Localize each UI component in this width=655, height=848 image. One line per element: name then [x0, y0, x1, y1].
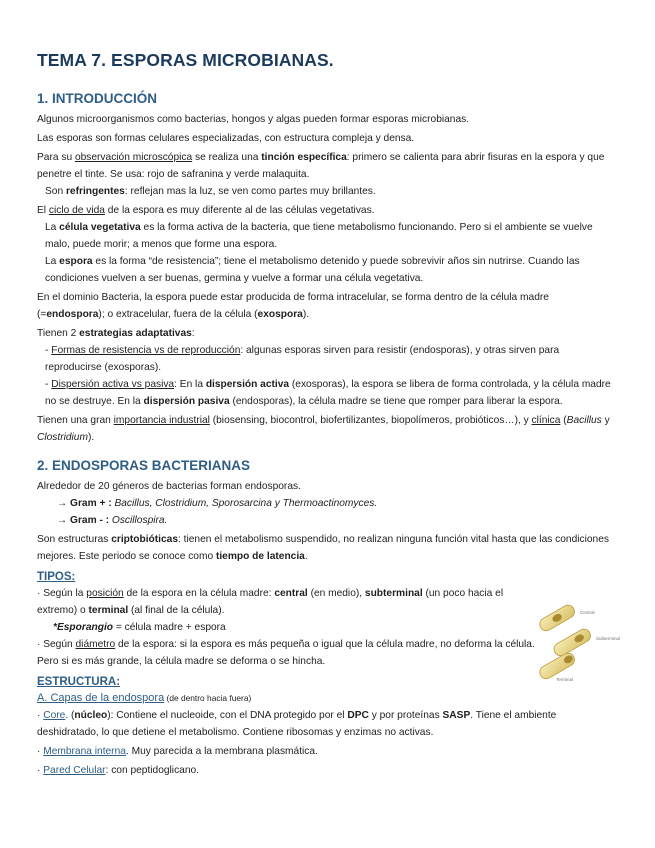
- paragraph: · Según la posición de la espora en la célula madre: central (en medio), subterminal (un poco hacia el extremo) o terminal (al final de la célula).: [37, 588, 504, 616]
- subterminal-cell-icon: [552, 627, 593, 658]
- section-heading-introduccion: 1. INTRODUCCIÓN: [37, 91, 158, 106]
- paragraph: · Core. (núcleo): Contiene el nucleoide, con el DNA protegido por el DPC y por proteínas SASP. Tiene el ambiente deshidratado, lo que detiene el metabolismo. Contiene ribosomas y enzimas no activas.: [37, 710, 557, 738]
- paragraph: Tienen una gran importancia industrial (biosensing, biocontrol, biofertilizantes, biopolímeros, probióticos…), y clínica (Bacillus y Clostridium).: [37, 415, 610, 443]
- paragraph: *Esporangio = célula madre + espora: [53, 622, 226, 633]
- paragraph: · Pared Celular: con peptidoglicano.: [37, 765, 199, 776]
- subsection-heading-tipos: TIPOS:: [37, 571, 76, 583]
- figure-label-subterminal: Subterminal: [596, 636, 620, 641]
- tipos-text-column: [37, 585, 537, 670]
- paragraph: Son estructuras criptobióticas: tienen el metabolismo suspendido, no realizan ninguna función vital hasta que las condiciones mejores. Este periodo se conoce como tiempo de latencia.: [37, 534, 609, 562]
- paragraph: Para su observación microscópica se realiza una tinción específica: primero se calienta para abrir fisuras en la espora y que penetre el tinte. Se usa: rojo de safranina y verde malaquita.: [37, 152, 605, 180]
- paragraph: El ciclo de vida de la espora es muy diferente al de las células vegetativas.: [37, 205, 375, 216]
- list-item: - Dispersión activa vs pasiva: En la dispersión activa (exosporas), la espora se libera de forma controlada, y la célula madre no se destruye. En la dispersión pasiva (endosporas), la célula madre se tiene que romper para liberar la espora.: [45, 379, 611, 407]
- paragraph: Tienen 2 estrategias adaptativas:: [37, 328, 195, 339]
- subsection-heading-estructura: ESTRUCTURA:: [37, 676, 121, 688]
- list-item: - Formas de resistencia vs de reproducción: algunas esporas sirven para resistir (endosporas), y otras sirven para reproducirse (exosporas).: [45, 345, 560, 373]
- paragraph: Son refringentes: reflejan mas la luz, se ven como partes muy brillantes.: [45, 186, 376, 197]
- paragraph: Las esporas son formas celulares especializadas, con estructura compleja y densa.: [37, 133, 415, 144]
- paragraph: Alrededor de 20 géneros de bacterias forman endosporas.: [37, 481, 301, 492]
- figure-label-terminal: Terminal: [556, 677, 574, 682]
- list-item: → Gram + : Bacillus, Clostridium, Sporosarcina y Thermoactinomyces.: [57, 498, 378, 509]
- section-heading-endosporas: 2. ENDOSPORAS BACTERIANAS: [37, 458, 251, 473]
- document-title: TEMA 7. ESPORAS MICROBIANAS.: [37, 50, 334, 70]
- sub-heading: A. Capas de la endospora (de dentro hacia fuera): [37, 692, 252, 704]
- central-cell-icon: [537, 603, 576, 633]
- paragraph: · Según diámetro de la espora: si la espora es más pequeña o igual que la célula madre, no deforma la célula. Pero si es más grande, la célula madre se deforma o se hincha.: [37, 639, 535, 667]
- paragraph: La célula vegetativa es la forma activa de la bacteria, que tiene metabolismo funcionando. Pero si el ambiente se vuelve malo, puede morir; a menos que forme una espora.: [45, 222, 593, 250]
- paragraph: · Membrana interna. Muy parecida a la membrana plasmática.: [37, 746, 318, 757]
- paragraph: Algunos microorganismos como bacterias, hongos y algas pueden formar esporas microbianas.: [37, 114, 470, 125]
- paragraph: La espora es la forma “de resistencia”; tiene el metabolismo detenido y puede sobrevivir años sin nutrirse. Cuando las condiciones vuelven a ser buenas, germina y vuelve a formar una célula vegetativa.: [45, 256, 580, 284]
- list-item: → Gram - : Oscillospira.: [57, 515, 168, 526]
- paragraph: En el dominio Bacteria, la espora puede estar producida de forma intracelular, se forma dentro de la célula madre (=endospora); o extracelular, fuera de la célula (exospora).: [37, 292, 549, 320]
- figure-label-central: Central: [580, 610, 595, 615]
- endospore-position-figure: [534, 600, 620, 684]
